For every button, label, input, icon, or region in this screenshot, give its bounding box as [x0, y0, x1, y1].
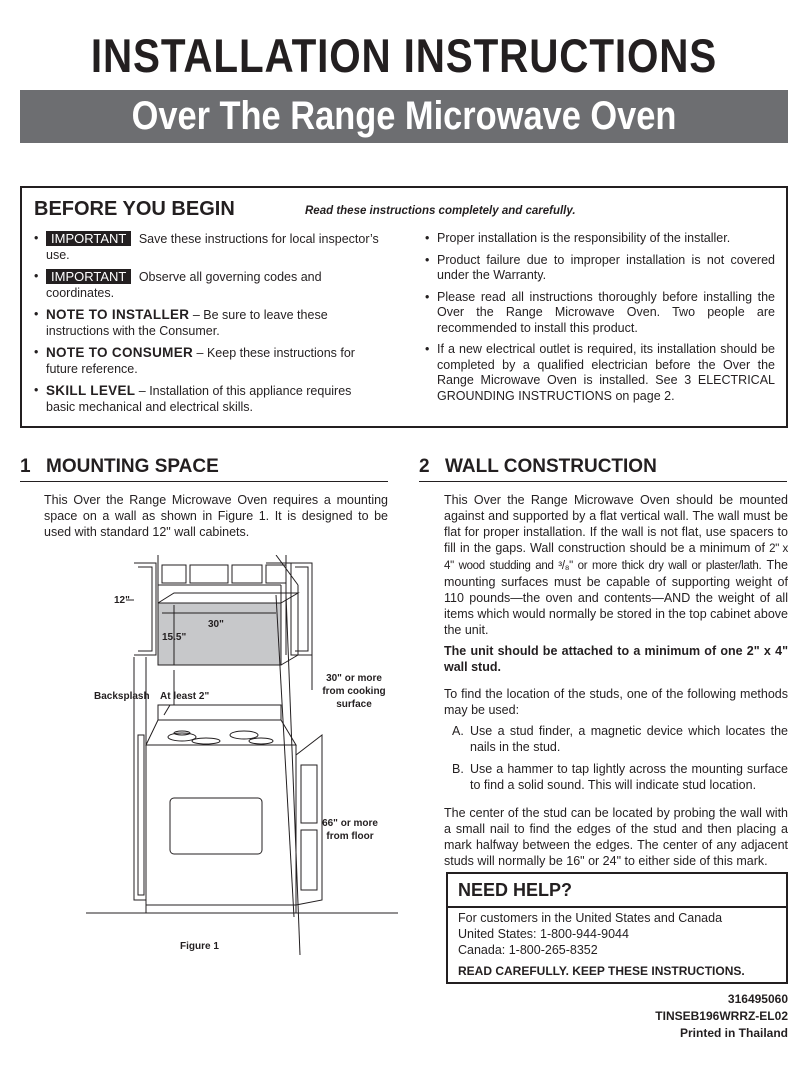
section-2-body: This Over the Range Microwave Oven should be mounted against and supported by a flat vertical wall. The wall must be flat for proper installation. If the wall is not flat, use spacers to fill in the gaps. Wall construction should be a minimum of 2" x 4" wood studding and ³/₈" or more thick dry wall or plaster/lath. The mounting surfaces must be capable of supporting weight of 110 pounds—the oven and contents—AND the weight of all items which would normally be stored in the top cabinet above the unit. [444, 493, 789, 637]
skill-level-label: SKILL LEVEL [46, 383, 136, 398]
list-item: • Proper installation is the responsibility of the installer. [425, 231, 775, 247]
section-number: 1 [20, 456, 31, 477]
help-customers-line: For customers in the United States and Canada [458, 911, 723, 925]
cooking-surface-label-2: from cooking [322, 686, 386, 697]
list-item: A. Use a stud finder, a magnetic device which locates the nails in the stud. [452, 724, 788, 754]
section-title: WALL CONSTRUCTION [445, 456, 657, 477]
help-keep-instructions: READ CAREFULLY. KEEP THESE INSTRUCTIONS. [458, 964, 745, 978]
dim-label-30: 30" [208, 619, 224, 630]
section-title: MOUNTING SPACE [46, 456, 219, 477]
list-item: • SKILL LEVEL – Installation of this appliance requires basic mechanical and electrical skills. [34, 383, 379, 415]
section-1-rule [20, 481, 388, 482]
before-you-begin-title: BEFORE YOU BEGIN [34, 198, 235, 220]
before-you-begin-right-list [425, 231, 775, 410]
list-item: • If a new electrical outlet is required, its installation should be completed by a qualified electrician before the Over the Range Microwave Oven is installed. See 3 ELECTRICAL GROUNDING INSTRUCTIONS on page 2. [425, 342, 775, 404]
section-number: 2 [419, 456, 430, 477]
list-item: • Product failure due to improper installation is not covered under the Warranty. [425, 253, 775, 284]
before-you-begin-note: Read these instructions completely and carefully. [305, 205, 576, 217]
list-item: • NOTE TO CONSUMER – Keep these instructions for future reference. [34, 345, 379, 377]
stud-requirement-note: The unit should be attached to a minimum of one 2" x 4" wall stud. [444, 644, 788, 674]
need-help-title: NEED HELP? [458, 880, 573, 900]
part-number: 316495060 [727, 992, 788, 1006]
help-us-phone: United States: 1-800-944-9044 [458, 927, 629, 941]
section-1-heading [20, 456, 219, 478]
section-2-heading [419, 456, 657, 478]
figure-caption: Figure 1 [180, 941, 219, 952]
stud-center-paragraph: The center of the stud can be located by probing the wall with a small nail to find the edges of the stud and then placing a mark halfway between the edges. The center of any adjacent studs will normally be 16" or 24" to either side of this mark. [444, 806, 788, 868]
mounting-space-figure [86, 555, 398, 965]
before-you-begin-left-list [34, 231, 379, 421]
list-item: • NOTE TO INSTALLER – Be sure to leave these instructions with the Consumer. [34, 307, 379, 339]
floor-label-2: from floor [326, 831, 374, 842]
stud-methods-list [444, 723, 788, 799]
list-item: • Please read all instructions thoroughly before installing the Over the Range Microwave Oven. Two people are recommended to install this product. [425, 290, 775, 337]
cooking-surface-label-3: surface [336, 699, 372, 710]
dim-label-155: 15.5" [162, 632, 187, 643]
floor-label-1: 66" or more [322, 818, 378, 829]
page-title: INSTALLATION INSTRUCTIONS [90, 29, 718, 82]
section-1-body: This Over the Range Microwave Oven requires a mounting space on a wall as shown in Figure 1. It is designed to be used with standard 12" wall cabinets. [44, 493, 388, 539]
before-you-begin-box [20, 186, 788, 428]
need-help-box [446, 872, 788, 984]
dim-label-12: 12" [114, 595, 130, 606]
important-badge: IMPORTANT [46, 269, 131, 284]
cooking-surface-label-1: 30" or more [326, 673, 382, 684]
backsplash-label: Backsplash [94, 691, 150, 702]
section-2-rule [419, 481, 787, 482]
stud-location-intro: To find the location of the studs, one of the following methods may be used: [444, 687, 788, 717]
subtitle-banner [20, 90, 788, 143]
need-help-rule [448, 906, 786, 908]
list-item: B. Use a hammer to tap lightly across the mounting surface to find a solid sound. This will indicate stud location. [452, 762, 788, 792]
list-item: • IMPORTANT Observe all governing codes and coordinates. [34, 269, 379, 301]
important-badge: IMPORTANT [46, 231, 131, 246]
at-least-label: At least 2" [160, 691, 210, 702]
note-to-installer-label: NOTE TO INSTALLER [46, 307, 190, 322]
document-code: TINSEB196WRRZ-EL02 [655, 1009, 788, 1023]
help-canada-phone: Canada: 1-800-265-8352 [458, 943, 598, 957]
subtitle-text: Over The Range Microwave Oven [131, 94, 677, 138]
list-item: • IMPORTANT Save these instructions for local inspector’s use. [34, 231, 379, 263]
printed-location: Printed in Thailand [679, 1026, 788, 1040]
note-to-consumer-label: NOTE TO CONSUMER [46, 345, 194, 360]
